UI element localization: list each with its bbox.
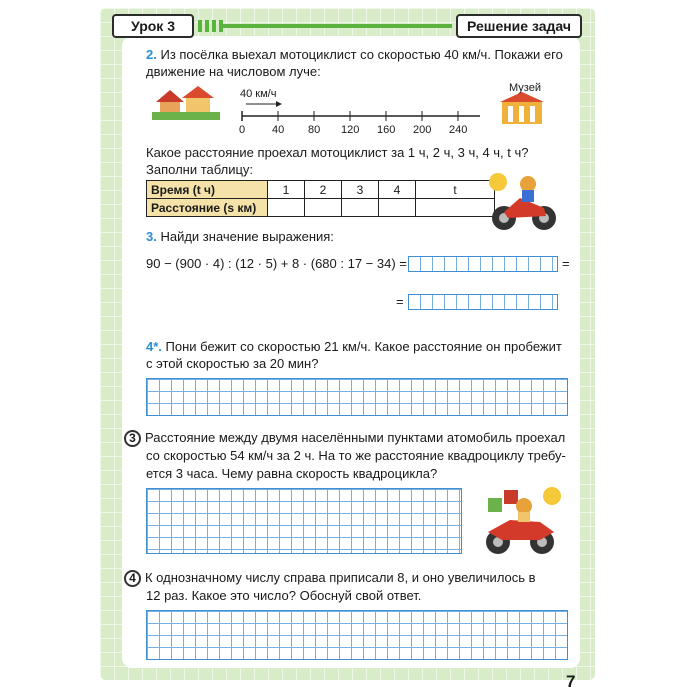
table-cell-t[interactable] — [416, 199, 495, 217]
quad-bike-icon — [480, 484, 564, 558]
header-stripes — [198, 20, 223, 32]
table-cell-1[interactable] — [268, 199, 305, 217]
task3-expression: 90 − (900 · 4) : (12 · 5) + 8 · (680 : 17 − 34) = — [146, 256, 407, 271]
task2-line1: 2. Из посёлка выехал мотоциклист со скоростью 40 км/ч. Покажи его — [146, 47, 563, 62]
task2-line2: движение на числовом луче: — [146, 64, 321, 79]
table-row-distance — [147, 199, 495, 217]
answer-cells-1[interactable] — [408, 256, 558, 272]
task2-instruction: Заполни таблицу: — [146, 162, 254, 177]
table-cell-2[interactable] — [305, 199, 342, 217]
equals-sign-2: = — [396, 294, 404, 309]
ray-tick-120: 120 — [341, 124, 360, 136]
task-c4-number: 4 — [124, 570, 141, 587]
table-cell-3[interactable] — [342, 199, 379, 217]
ray-tick-0: 0 — [239, 124, 246, 136]
task2-number: 2. — [146, 47, 157, 62]
ray-tick-80: 80 — [308, 124, 321, 136]
header-line — [222, 24, 452, 28]
answer-grid-task4[interactable] — [146, 378, 568, 416]
task3-header: 3. Найди значение выражения: — [146, 229, 334, 244]
topic-label: Решение задач — [456, 14, 582, 38]
task-c3-line1: 3 Расстояние между двумя населёнными пунктами атомобиль проехал — [124, 429, 565, 447]
task4-line1: 4*. Пони бежит со скоростью 21 км/ч. Какое расстояние он пробежит — [146, 339, 562, 354]
task-c3-number: 3 — [124, 430, 141, 447]
answer-grid-task-c4[interactable] — [146, 610, 568, 660]
lesson-label: Урок 3 — [112, 14, 194, 38]
table-header-3: 3 — [342, 181, 379, 199]
page-number: 7 — [566, 672, 576, 691]
task-c4-line2: 12 раз. Какое это число? Обоснуй свой ответ. — [146, 588, 422, 603]
time-distance-table — [146, 180, 495, 217]
ray-tick-240: 240 — [449, 124, 468, 136]
task-c4-line1: 4 К однозначному числу справа приписали 8, и оно увеличилось в — [124, 569, 536, 587]
table-header-t: t — [416, 181, 495, 199]
task4-line2: с этой скоростью за 20 мин? — [146, 356, 319, 371]
answer-cells-2[interactable] — [408, 294, 558, 310]
ray-speed-label: 40 км/ч — [240, 88, 277, 100]
motorcyclist-icon — [486, 168, 560, 234]
village-icon — [152, 86, 220, 120]
ray-tick-200: 200 — [413, 124, 432, 136]
ray-tick-160: 160 — [377, 124, 396, 136]
ray-tick-40: 40 — [272, 124, 285, 136]
table-header-2: 2 — [305, 181, 342, 199]
equals-sign-1: = — [562, 256, 570, 271]
museum-label: Музей — [509, 82, 541, 94]
answer-grid-task-c3[interactable] — [146, 488, 462, 554]
task2-question: Какое расстояние проехал мотоциклист за 1 ч, 2 ч, 3 ч, 4 ч, t ч? — [146, 145, 529, 160]
table-label-distance: Расстояние (s км) — [147, 199, 268, 217]
task-c3-line2: со скоростью 54 км/ч за 2 ч. На то же расстояние квадроциклу требу- — [146, 448, 566, 463]
table-label-time: Время (t ч) — [147, 181, 268, 199]
table-cell-4[interactable] — [379, 199, 416, 217]
table-row-time — [147, 181, 495, 199]
table-header-4: 4 — [379, 181, 416, 199]
task4-number: 4*. — [146, 339, 162, 354]
table-header-1: 1 — [268, 181, 305, 199]
task-c3-line3: ется 3 часа. Чему равна скорость квадроцикла? — [146, 466, 438, 481]
task3-number: 3. — [146, 229, 157, 244]
